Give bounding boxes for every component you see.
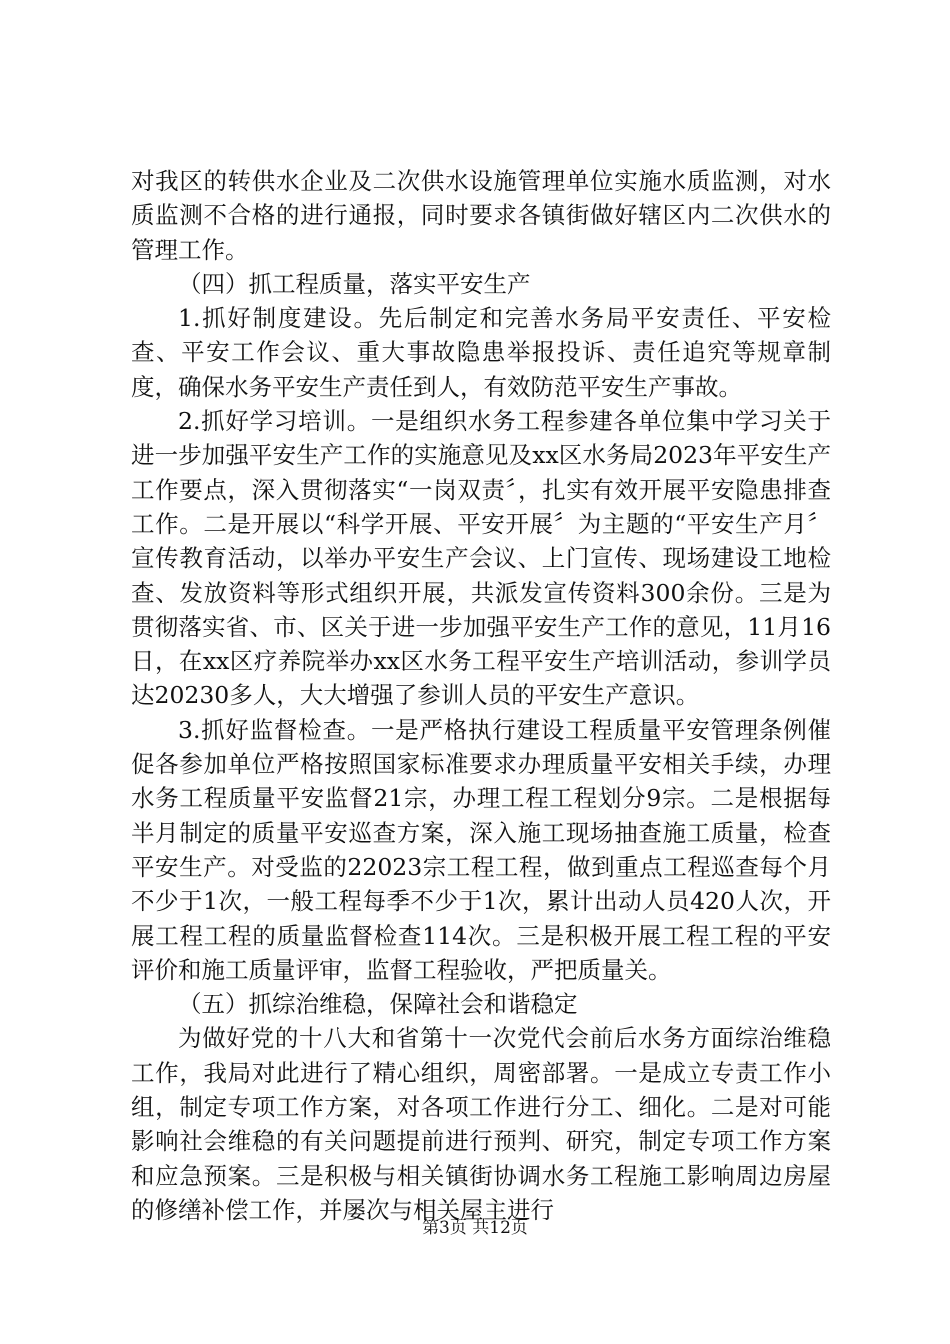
section-heading-4: （四）抓工程质量，落实平安生产 <box>178 269 531 298</box>
section-heading-5: （五）抓综治维稳，保障社会和谐稳定 <box>178 990 578 1019</box>
page-number-footer: 第3页 共12页 <box>422 1218 528 1238</box>
paragraph-continuation: 对我区的转供水企业及二次供水设施管理单位实施水质监测，对水质监测不合格的进行通报，同时要求各镇街做好辖区内二次供水的管理工作。 <box>131 167 831 264</box>
paragraph-training: 2.抓好学习培训。一是组织水务工程参建各单位集中学习关于进一步加强平安生产工作的实施意见及xx区水务局2023年平安生产工作要点，深入贯彻落实“一岗双责〞，扎实有效开展平安隐患排查工作。二是开展以“科学开展、平安开展〞为主题的“平安生产月〞宣传教育活动，以举办平安生产会议、上门宣传、现场建设工地检查、发放资料等形式组织开展，共派发宣传资料300余份。三是为贯彻落实省、市、区关于进一步加强平安生产工作的意见，11月16日，在xx区疗养院举办xx区水务工程平安生产培训活动，参训学员达20230多人，大大增强了参训人员的平安生产意识。 <box>131 407 831 710</box>
paragraph-stability: 为做好党的十八大和省第十一次党代会前后水务方面综治维稳工作，我局对此进行了精心组织，周密部署。一是成立专责工作小组，制定专项工作方案，对各项工作进行分工、细化。二是对可能影响社会维稳的有关问题提前进行预判、研究，制定专项工作方案和应急预案。三是积极与相关镇街协调水务工程施工影响周边房屋的修缮补偿工作，并屡次与相关屋主进行 <box>131 1024 831 1224</box>
paragraph-supervision: 3.抓好监督检查。一是严格执行建设工程质量平安管理条例催促各参加单位严格按照国家标准要求办理质量平安相关手续，办理水务工程质量平安监督21宗，办理工程工程划分9宗。二是根据每半月制定的质量平安巡查方案，深入施工现场抽查施工质量，检查平安生产。对受监的22023宗工程工程，做到重点工程巡查每个月不少于1次，一般工程每季不少于1次，累计出动人员420人次，开展工程工程的质量监督检查114次。三是积极开展工程工程的平安评价和施工质量评审，监督工程验收，严把质量关。 <box>131 715 831 984</box>
paragraph-system-building: 1.抓好制度建设。先后制定和完善水务局平安责任、平安检查、平安工作会议、重大事故隐患举报投诉、责任追究等规章制度，确保水务平安生产责任到人，有效防范平安生产事故。 <box>131 304 831 401</box>
document-body <box>131 164 831 1227</box>
